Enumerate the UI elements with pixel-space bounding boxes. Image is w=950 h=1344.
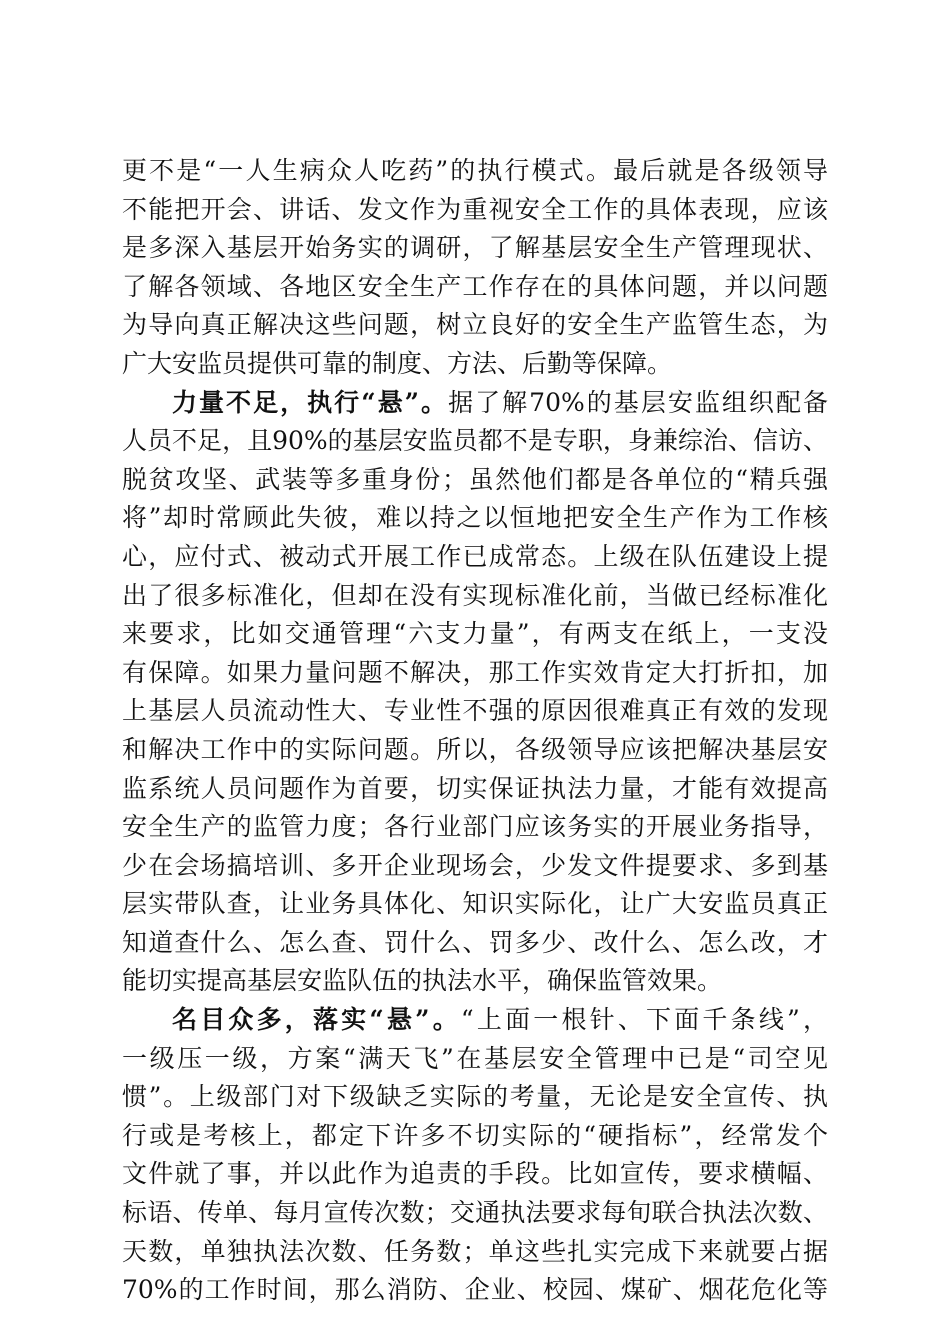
text-line: 和解决工作中的实际问题。所以，各级领导应该把解决基层安 bbox=[122, 734, 828, 764]
text-line: 文件就了事，并以此作为追责的手段。比如宣传，要求横幅、 bbox=[122, 1159, 828, 1189]
text-line: 安全生产的监管力度；各行业部门应该务实的开展业务指导， bbox=[122, 812, 828, 842]
text-line: 了解各领域、各地区安全生产工作存在的具体问题，并以问题 bbox=[122, 271, 828, 301]
text-line: 为导向真正解决这些问题，树立良好的安全生产监管生态，为 bbox=[122, 310, 828, 340]
paragraph-text: “上面一根针、下面千条线”， bbox=[460, 1005, 828, 1035]
text-line: 标语、传单、每月宣传次数；交通执法要求每旬联合执法次数、 bbox=[122, 1198, 828, 1228]
text-line: 将”却时常顾此失彼，难以持之以恒地把安全生产作为工作核 bbox=[122, 503, 828, 533]
text-line: 惯”。上级部门对下级缺乏实际的考量，无论是安全宣传、执 bbox=[122, 1082, 828, 1112]
text-line: 行或是考核上，都定下许多不切实际的“硬指标”，经常发个 bbox=[122, 1120, 828, 1150]
text-line: 层实带队查，让业务具体化、知识实际化，让广大安监员真正 bbox=[122, 889, 828, 919]
text-line: 广大安监员提供可靠的制度、方法、后勤等保障。 bbox=[122, 348, 673, 378]
text-line: 监系统人员问题作为首要，切实保证执法力量，才能有效提高 bbox=[122, 773, 828, 803]
text-line: 能切实提高基层安监队伍的执法水平，确保监管效果。 bbox=[122, 966, 723, 996]
text-line: 一级压一级，方案“满天飞”在基层安全管理中已是“司空见 bbox=[122, 1043, 828, 1073]
body-text bbox=[122, 152, 828, 1310]
section-heading: 名目众多，落实“悬”。 bbox=[172, 1005, 461, 1035]
text-line: 天数，单独执法次数、任务数；单这些扎实完成下来就要占据 bbox=[122, 1236, 828, 1266]
text-line: 上基层人员流动性大、专业性不强的原因很难真正有效的发现 bbox=[122, 696, 828, 726]
text-line: 脱贫攻坚、武装等多重身份；虽然他们都是各单位的“精兵强 bbox=[122, 464, 828, 494]
text-line: 人员不足，且90%的基层安监员都不是专职，身兼综治、信访、 bbox=[122, 426, 828, 456]
text-line: 更不是“一人生病众人吃药”的执行模式。最后就是各级领导 bbox=[122, 156, 828, 185]
paragraph-first-line bbox=[122, 1001, 828, 1040]
paragraph-first-line bbox=[122, 384, 828, 423]
text-line: 出了很多标准化，但却在没有实现标准化前，当做已经标准化 bbox=[122, 580, 828, 610]
text-line: 有保障。如果力量问题不解决，那工作实效肯定大打折扣，加 bbox=[122, 657, 828, 687]
section-heading: 力量不足，执行“悬”。 bbox=[172, 387, 449, 417]
text-line: 70%的工作时间，那么消防、企业、校园、煤矿、烟花危化等 bbox=[122, 1275, 828, 1305]
text-line: 是多深入基层开始务实的调研，了解基层安全生产管理现状、 bbox=[122, 233, 828, 263]
paragraph-text: 据了解70%的基层安监组织配备 bbox=[448, 387, 828, 417]
text-line: 来要求，比如交通管理“六支力量”，有两支在纸上，一支没 bbox=[122, 619, 828, 649]
text-line: 少在会场搞培训、多开企业现场会，少发文件提要求、多到基 bbox=[122, 850, 828, 880]
text-line: 知道查什么、怎么查、罚什么、罚多少、改什么、怎么改，才 bbox=[122, 927, 828, 957]
text-line: 心，应付式、被动式开展工作已成常态。上级在队伍建设上提 bbox=[122, 541, 828, 571]
text-line: 不能把开会、讲话、发文作为重视安全工作的具体表现，应该 bbox=[122, 194, 828, 224]
